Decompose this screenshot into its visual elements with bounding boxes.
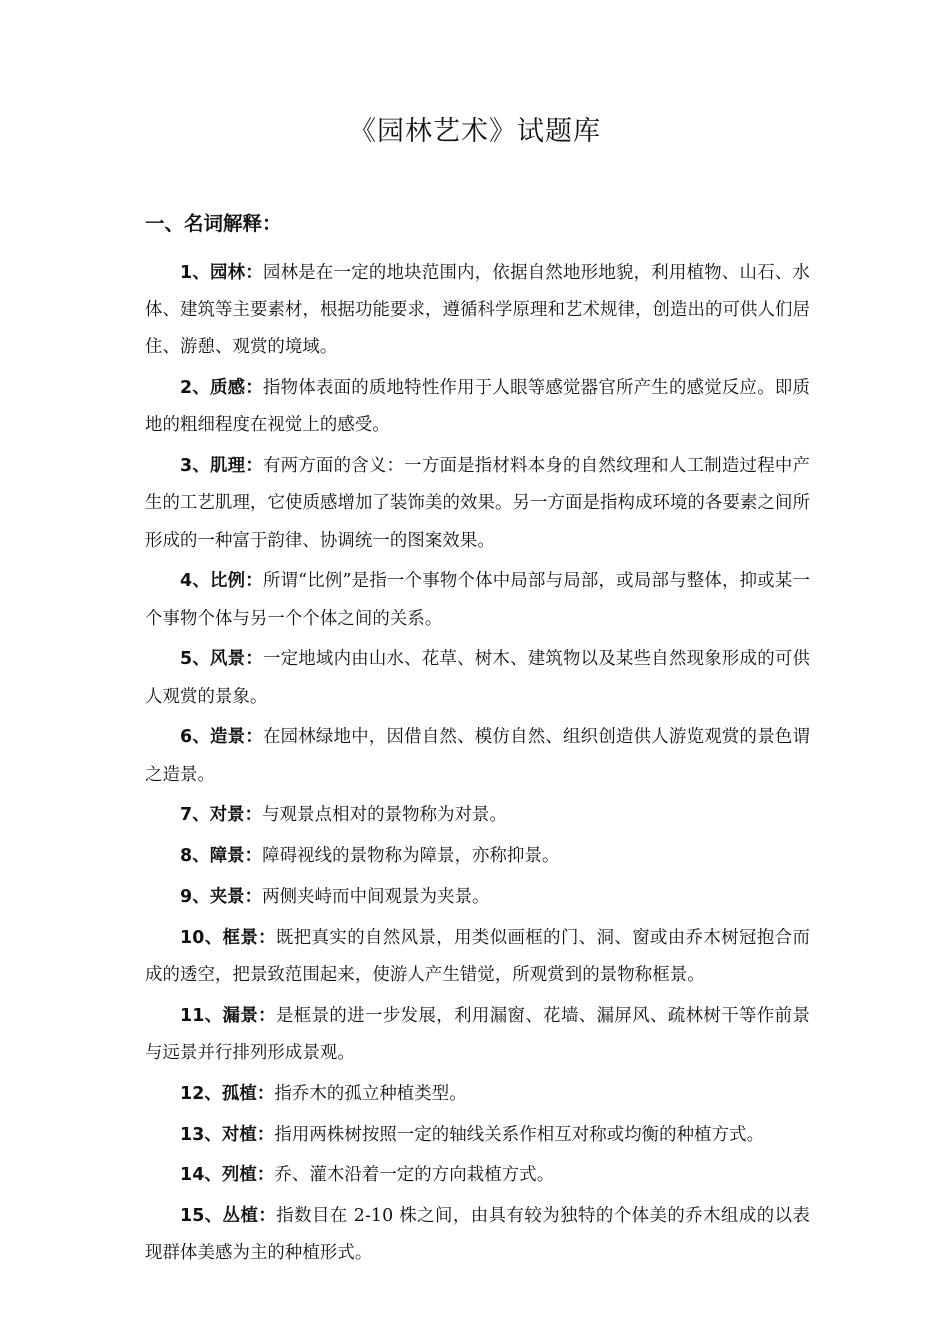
definition-term: 15、丛植： [180, 1206, 277, 1227]
section-heading: 一、名词解释： [145, 212, 282, 235]
definition-entry [145, 641, 810, 715]
definition-term: 5、风景： [180, 649, 263, 670]
definition-entry [145, 797, 810, 834]
definition-entry [145, 998, 810, 1072]
definition-entry [145, 1198, 810, 1272]
definition-text: 指用两株树按照一定的轴线关系作相互对称或均衡的种植方式。 [274, 1124, 765, 1145]
definition-term: 3、肌理： [180, 456, 263, 477]
definition-text: 指乔木的孤立种植类型。 [274, 1083, 467, 1104]
document-title: 《园林艺术》试题库 [349, 116, 601, 147]
definition-term: 4、比例： [180, 571, 263, 592]
definition-term: 2、质感： [180, 378, 263, 399]
definition-term: 10、框景： [180, 927, 276, 948]
definition-term: 13、对植： [180, 1124, 275, 1145]
definition-entry [145, 255, 810, 367]
definition-entry [145, 448, 810, 560]
definition-entry [145, 370, 810, 444]
definition-entry [145, 719, 810, 793]
definition-text: 园林是在一定的地块范围内，依据自然地形地貌，利用植物、山石、水体、建筑等主要素材，根据功能要求，遵循科学原理和艺术规律，创造出的可供人们居住、游憩、观赏的境域。 [145, 263, 810, 358]
definition-term: 11、漏景： [180, 1005, 276, 1026]
definition-term: 12、孤植： [180, 1083, 275, 1104]
definition-text: 指物体表面的质地特性作用于人眼等感觉器官所产生的感觉反应。即质地的粗细程度在视觉上的感受。 [145, 378, 810, 436]
definition-text: 与观景点相对的景物称为对景。 [262, 805, 508, 826]
definition-entry [145, 1117, 810, 1154]
definition-term: 14、列植： [180, 1165, 275, 1186]
definition-text: 两侧夹峙而中间观景为夹景。 [262, 887, 490, 907]
definition-entry [145, 879, 810, 916]
definition-text: 是框景的进一步发展，利用漏窗、花墙、漏屏风、疏林树干等作前景与远景并行排列形成景观。 [145, 1005, 810, 1063]
definition-entry [145, 563, 810, 637]
definition-text: 既把真实的自然风景，用类似画框的门、洞、窗或由乔木树冠抱合而成的透空，把景致范围起来，使游人产生错觉，所观赏到的景物称框景。 [145, 927, 810, 985]
definition-text: 障碍视线的景物称为障景，亦称抑景。 [262, 846, 560, 867]
definition-entry [145, 920, 810, 994]
definition-term: 7、对景： [180, 805, 263, 826]
definition-text: 乔、灌木沿着一定的方向栽植方式。 [274, 1165, 555, 1186]
definition-entry [145, 1076, 810, 1113]
definition-text: 一定地域内由山水、花草、树木、建筑物以及某些自然现象形成的可供人观赏的景象。 [145, 649, 810, 707]
definition-text: 在园林绿地中，因借自然、模仿自然、组织创造供人游览观赏的景色谓之造景。 [145, 727, 810, 785]
definition-text: 所谓“比例”是指一个事物个体中局部与局部，或局部与整体，抑或某一个事物个体与另一个个体之间的关系。 [145, 571, 811, 629]
definition-term: 8、障景： [180, 846, 263, 867]
definition-term: 9、夹景： [180, 887, 263, 907]
definition-term: 1、园林： [180, 263, 263, 283]
definition-text: 指数目在 2-10 株之间，由具有较为独特的个体美的乔木组成的以表现群体美感为主的种植形式。 [145, 1206, 810, 1264]
definition-term: 6、造景： [180, 727, 263, 748]
definition-list [145, 255, 810, 1276]
definition-text: 有两方面的含义：一方面是指材料本身的自然纹理和人工制造过程中产生的工艺肌理，它使质感增加了装饰美的效果。另一方面是指构成环境的各要素之间所形成的一种富于韵律、协调统一的图案效果。 [145, 456, 810, 551]
definition-entry [145, 838, 810, 875]
definition-entry [145, 1157, 810, 1194]
